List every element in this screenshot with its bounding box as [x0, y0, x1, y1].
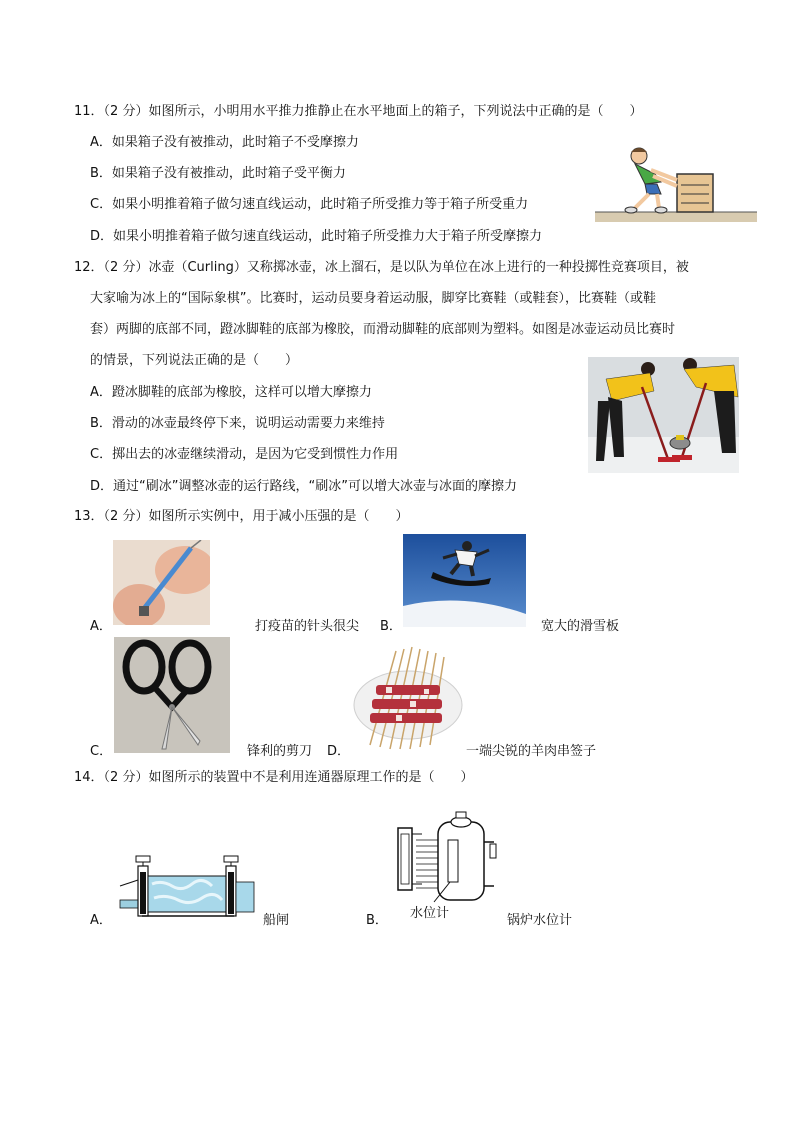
q13-option-d-letter: D．: [327, 744, 351, 759]
q11-option-c: C．如果小明推着箱子做匀速直线运动，此时箱子所受推力等于箱子所受重力: [90, 197, 529, 212]
q14-option-b-caption: 锅炉水位计: [507, 913, 573, 928]
q12-option-c: C．掷出去的冰壶继续滑动，是因为它受到惯性力作用: [90, 447, 399, 462]
q14-option-a-letter: A．: [90, 913, 112, 928]
q11-option-d: D．如果小明推着箱子做匀速直线运动，此时箱子所受推力大于箱子所受摩擦力: [90, 229, 543, 244]
curling-players-photo: [588, 357, 739, 473]
q13-option-c-letter: C．: [90, 744, 113, 759]
q14-stem: 14．（2 分）如图所示的装置中不是利用连通器原理工作的是（ ）: [74, 770, 474, 785]
vaccine-needle-photo: [113, 540, 210, 625]
q13-option-b-letter: B．: [380, 619, 402, 634]
q12-option-a: A．蹬冰脚鞋的底部为橡胶，这样可以增大摩擦力: [90, 385, 372, 400]
q13-option-c-caption: 锋利的剪刀: [247, 744, 313, 759]
lamb-skewers-photo: [352, 645, 464, 751]
q13-option-a-letter: A．: [90, 619, 112, 634]
q14-option-a-caption: 船闸: [263, 913, 290, 928]
snowboarder-photo: [403, 534, 526, 627]
q12-option-d: D．通过“刷冰”调整冰壶的运行路线，“刷冰”可以增大冰壶与冰面的摩擦力: [90, 479, 517, 494]
q12-stem-line-3: 套）两脚的底部不同，蹬冰脚鞋的底部为橡胶，而滑动脚鞋的底部则为塑料。如图是冰壶运动员比赛时: [90, 322, 676, 337]
q13-option-b-caption: 宽大的滑雪板: [541, 619, 620, 634]
q11-option-b: B．如果箱子没有被推动，此时箱子受平衡力: [90, 166, 346, 181]
q11-stem: 11．（2 分）如图所示，小明用水平推力推静止在水平地面上的箱子，下列说法中正确的是（ ）: [74, 104, 643, 119]
q12-option-b: B．滑动的冰壶最终停下来，说明运动需要力来维持: [90, 416, 385, 431]
q14-option-b-letter: B．: [366, 913, 388, 928]
q12-stem-line-4: 的情景，下列说法正确的是（ ）: [90, 353, 299, 368]
boiler-water-gauge-diagram: [392, 810, 504, 904]
q13-option-a-caption: 打疫苗的针头很尖: [255, 619, 360, 634]
q14-option-b-gauge-label: 水位计: [410, 906, 450, 921]
q12-stem-line-1: 12．（2 分）冰壶（Curling）又称掷冰壶，冰上溜石，是以队为单位在冰上进行的一种投掷性竞赛项目，被: [74, 260, 689, 275]
ship-lock-diagram: [118, 852, 258, 922]
scissors-photo: [114, 637, 230, 753]
q13-option-d-caption: 一端尖锐的羊肉串签子: [466, 744, 597, 759]
q12-stem-line-2: 大家喻为冰上的“国际象棋”。比赛时，运动员要身着运动服，脚穿比赛鞋（或鞋套），比赛鞋（或鞋: [90, 291, 656, 306]
q13-stem: 13．（2 分）如图所示实例中，用于减小压强的是（ ）: [74, 509, 409, 524]
boy-pushing-box-image: [595, 140, 757, 224]
q11-option-a: A．如果箱子没有被推动，此时箱子不受摩擦力: [90, 135, 359, 150]
